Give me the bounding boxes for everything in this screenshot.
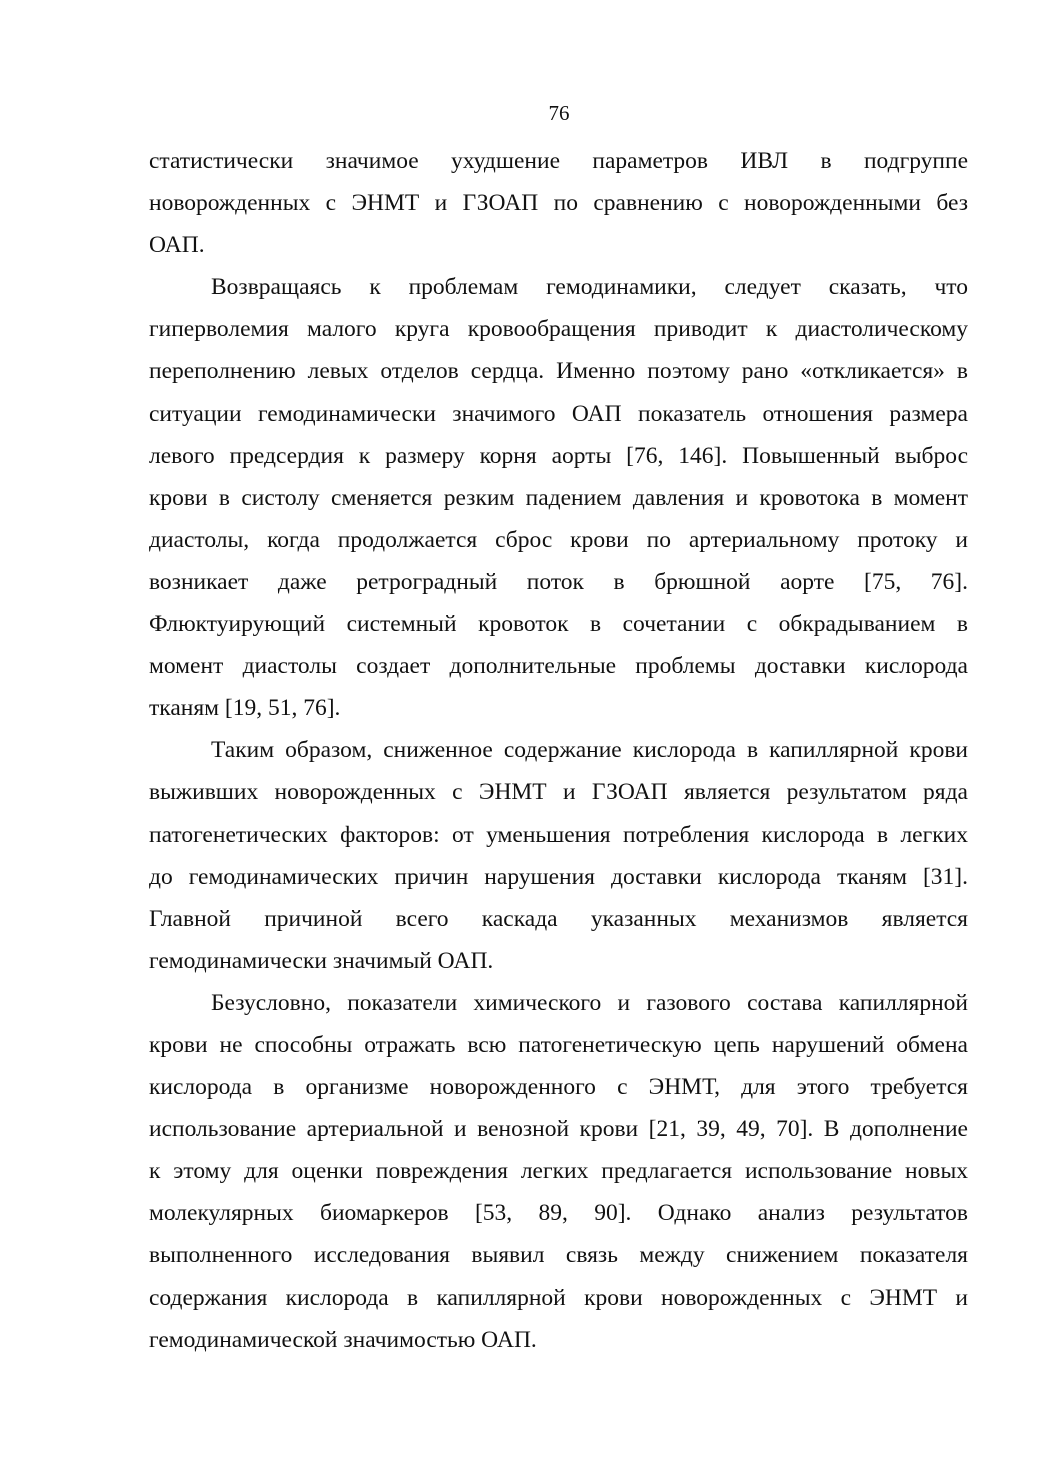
page-number: 76	[548, 101, 570, 125]
text-line: выполненного исследования выявил связь между снижением показателя	[149, 1242, 968, 1269]
text-line: Возвращаясь к проблемам гемодинамики, следует сказать, что	[211, 274, 968, 301]
text-line: крови в систолу сменяется резким падением давления и кровотока в момент	[149, 484, 968, 511]
text-line: Безусловно, показатели химического и газового состава капиллярной	[211, 989, 968, 1016]
text-line: к этому для оценки повреждения легких предлагается использование новых	[149, 1158, 968, 1185]
text-line: Главной причиной всего каскада указанных механизмов является	[149, 905, 968, 932]
text-line: Флюктуирующий системный кровоток в сочетании с обкрадыванием в	[149, 611, 968, 638]
text-line: диастолы, когда продолжается сброс крови по артериальному протоку и	[149, 526, 968, 553]
text-line: патогенетических факторов: от уменьшения потребления кислорода в легких	[149, 821, 968, 848]
paragraph	[149, 266, 968, 729]
paragraph	[149, 729, 968, 982]
text-line: выживших новорожденных с ЭНМТ и ГЗОАП является результатом ряда	[149, 779, 968, 806]
text-line: статистически значимое ухудшение параметров ИВЛ в подгруппе	[149, 148, 968, 174]
text-line: использование артериальной и венозной крови [21, 39, 49, 70]. В дополнение	[149, 1116, 968, 1143]
text-line: момент диастолы создает дополнительные проблемы доставки кислорода	[149, 653, 968, 680]
text-line: до гемодинамических причин нарушения доставки кислорода тканям [31].	[149, 863, 968, 890]
text-line: гемодинамически значимый ОАП.	[149, 947, 494, 974]
text-line: ситуации гемодинамически значимого ОАП показатель отношения размера	[149, 400, 968, 427]
text-line: крови не способны отражать всю патогенетическую цепь нарушений обмена	[149, 1031, 968, 1058]
text-line: содержания кислорода в капиллярной крови новорожденных с ЭНМТ и	[149, 1284, 968, 1311]
text-line: гемодинамической значимостью ОАП.	[149, 1326, 537, 1353]
text-line: переполнению левых отделов сердца. Именно поэтому рано «откликается» в	[149, 358, 968, 385]
text-line: возникает даже ретроградный поток в брюшной аорте [75, 76].	[149, 568, 968, 595]
text-line: новорожденных с ЭНМТ и ГЗОАП по сравнению с новорожденными без	[149, 190, 968, 217]
paragraph	[149, 982, 968, 1361]
text-line: молекулярных биомаркеров [53, 89, 90]. Однако анализ результатов	[149, 1200, 968, 1227]
text-line: ОАП.	[149, 232, 205, 259]
text-line: Таким образом, сниженное содержание кислорода в капиллярной крови	[211, 737, 968, 764]
text-line: кислорода в организме новорожденного с ЭНМТ, для этого требуется	[149, 1074, 968, 1101]
text-line: левого предсердия к размеру корня аорты [76, 146]. Повышенный выброс	[149, 442, 968, 469]
paragraph	[149, 140, 968, 266]
text-line: тканям [19, 51, 76].	[149, 695, 341, 722]
text-line: гиперволемия малого круга кровообращения приводит к диастолическому	[149, 316, 968, 343]
body-text	[149, 140, 968, 1361]
